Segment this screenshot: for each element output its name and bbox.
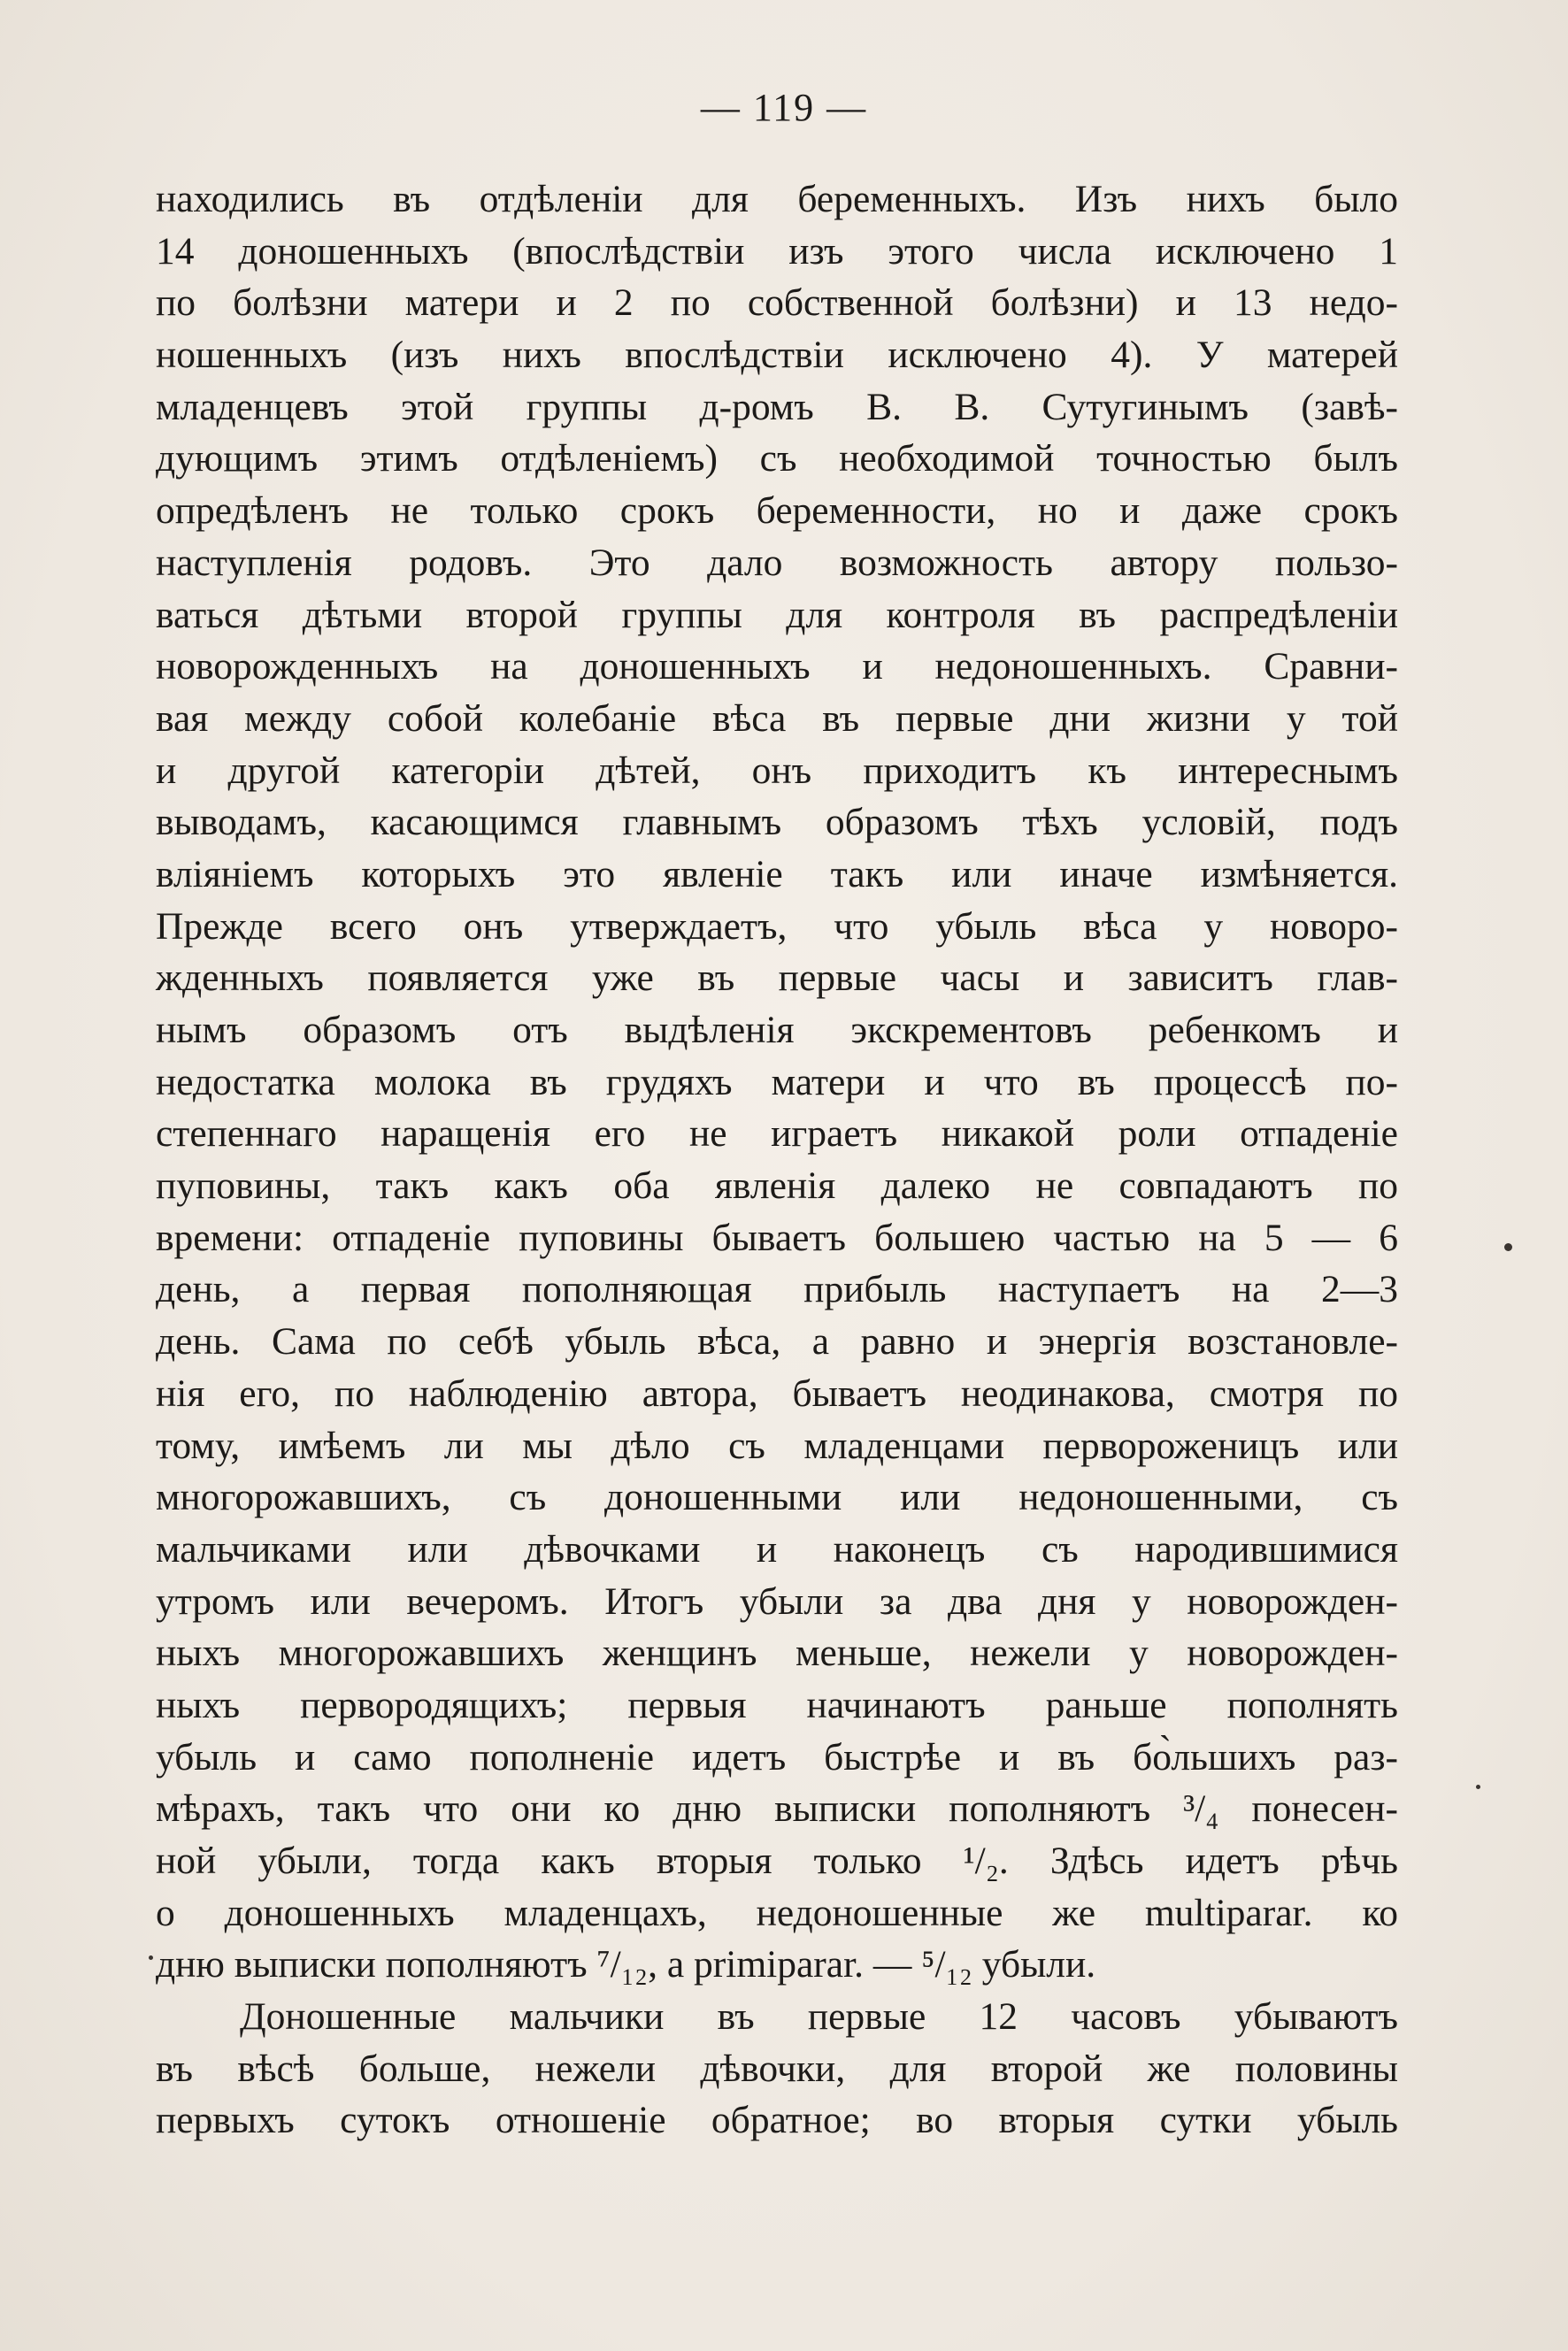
text-line: наступленія родовъ. Это дало возможность автору пользо- <box>156 541 1398 584</box>
text-line: степеннаго наращенія его не играетъ никакой роли отпаденіе <box>156 1112 1398 1156</box>
text-line: новорожденныхъ на доношенныхъ и недоношенныхъ. Сравни- <box>156 645 1398 688</box>
text-line: о доношенныхъ младенцахъ, недоношенные же multiparar. ко <box>156 1891 1398 1934</box>
text-line: по болѣзни матери и 2 по собственной болѣзни) и 13 недо- <box>156 281 1398 325</box>
text-line: дующимъ этимъ отдѣленіемъ) съ необходимой точностью былъ <box>156 437 1398 480</box>
text-line: ныхъ многорожавшихъ женщинъ меньше, нежели у новорожден- <box>156 1632 1398 1675</box>
text-line: Доношенные мальчики въ первые 12 часовъ убываютъ <box>240 1995 1398 2039</box>
text-line: нымъ образомъ отъ выдѣленія экскрементовъ ребенкомъ и <box>156 1009 1398 1051</box>
text-line: ношенныхъ (изъ нихъ впослѣдствіи исключено 4). У матерей <box>156 334 1398 377</box>
text-line: вая между собой колебаніе вѣса въ первые дни жизни у той <box>156 696 1398 740</box>
text-line: день, а первая пополняющая прибыль наступаетъ на 2—3 <box>156 1268 1398 1311</box>
ink-speck <box>1504 1243 1512 1251</box>
text-line: многорожавшихъ, съ доношенными или недоношенными, съ <box>156 1476 1398 1519</box>
text-line: пуповины, такъ какъ оба явленія далеко не совпадаютъ по <box>156 1164 1398 1208</box>
text-line: утромъ или вечеромъ. Итогъ убыли за два дня у новорожден- <box>156 1579 1398 1623</box>
ink-speck <box>149 1955 153 1960</box>
text-line: вліяніемъ которыхъ это явленіе такъ или иначе измѣняется. <box>156 852 1398 895</box>
text-line: жденныхъ появляется уже въ первые часы и зависитъ глав- <box>156 957 1398 1000</box>
text-line: опредѣленъ не только срокъ беременности, но и даже срокъ <box>156 489 1398 533</box>
page-number: — 119 — <box>700 86 868 129</box>
text-line: ваться дѣтьми второй группы для контроля въ распредѣленіи <box>156 593 1398 636</box>
text-line: находились въ отдѣленіи для беременныхъ. Изъ нихъ было <box>156 178 1398 220</box>
text-line: 14 доношенныхъ (впослѣдствіи изъ этого числа исключено 1 <box>156 229 1398 273</box>
text-line: въ вѣсѣ больше, нежели дѣвочки, для второй же половины <box>156 2047 1398 2090</box>
text-line: ной убыли, тогда какъ вторыя только ¹/₂. Здѣсь идетъ рѣчь <box>156 1840 1398 1882</box>
text-line: день. Сама по себѣ убыль вѣса, а равно и энергія возстановле- <box>156 1320 1398 1364</box>
text-line: нія его, по наблюденію автора, бываетъ неодинакова, смотря по <box>156 1371 1398 1415</box>
page-body <box>156 173 1398 2147</box>
text-line: Прежде всего онъ утверждаетъ, что убыль вѣса у новоро- <box>156 904 1398 948</box>
text-line: дню выписки пополняютъ ⁷/₁₂, а primiparar. — ⁵/₁₂ убыли. <box>156 1943 1096 1986</box>
text-line: тому, имѣемъ ли мы дѣло съ младенцами первороженицъ или <box>156 1424 1398 1467</box>
text-line: убыль и само пополненіе идетъ быстрѣе и въ бо̀льшихъ раз- <box>156 1735 1398 1779</box>
ink-speck <box>1476 1785 1480 1789</box>
text-line: младенцевъ этой группы д-ромъ В. В. Сутугинымъ (завѣ- <box>156 385 1398 428</box>
text-line: недостатка молока въ грудяхъ матери и что въ процессѣ по- <box>156 1060 1398 1103</box>
text-line: мѣрахъ, такъ что они ко дню выписки пополняютъ ³/₄ понесен- <box>156 1787 1398 1831</box>
text-line: выводамъ, касающимся главнымъ образомъ тѣхъ условій, подъ <box>156 801 1398 844</box>
text-line: мальчиками или дѣвочками и наконецъ съ народившимися <box>156 1527 1398 1571</box>
text-line: первыхъ сутокъ отношеніе обратное; во вторыя сутки убыль <box>156 2099 1398 2142</box>
text-line: и другой категоріи дѣтей, онъ приходитъ къ интереснымъ <box>156 749 1398 792</box>
text-line: ныхъ первородящихъ; первыя начинаютъ раньше пополнять <box>156 1683 1398 1726</box>
text-line: времени: отпаденіе пуповины бываетъ большею частью на 5 — 6 <box>156 1216 1398 1259</box>
